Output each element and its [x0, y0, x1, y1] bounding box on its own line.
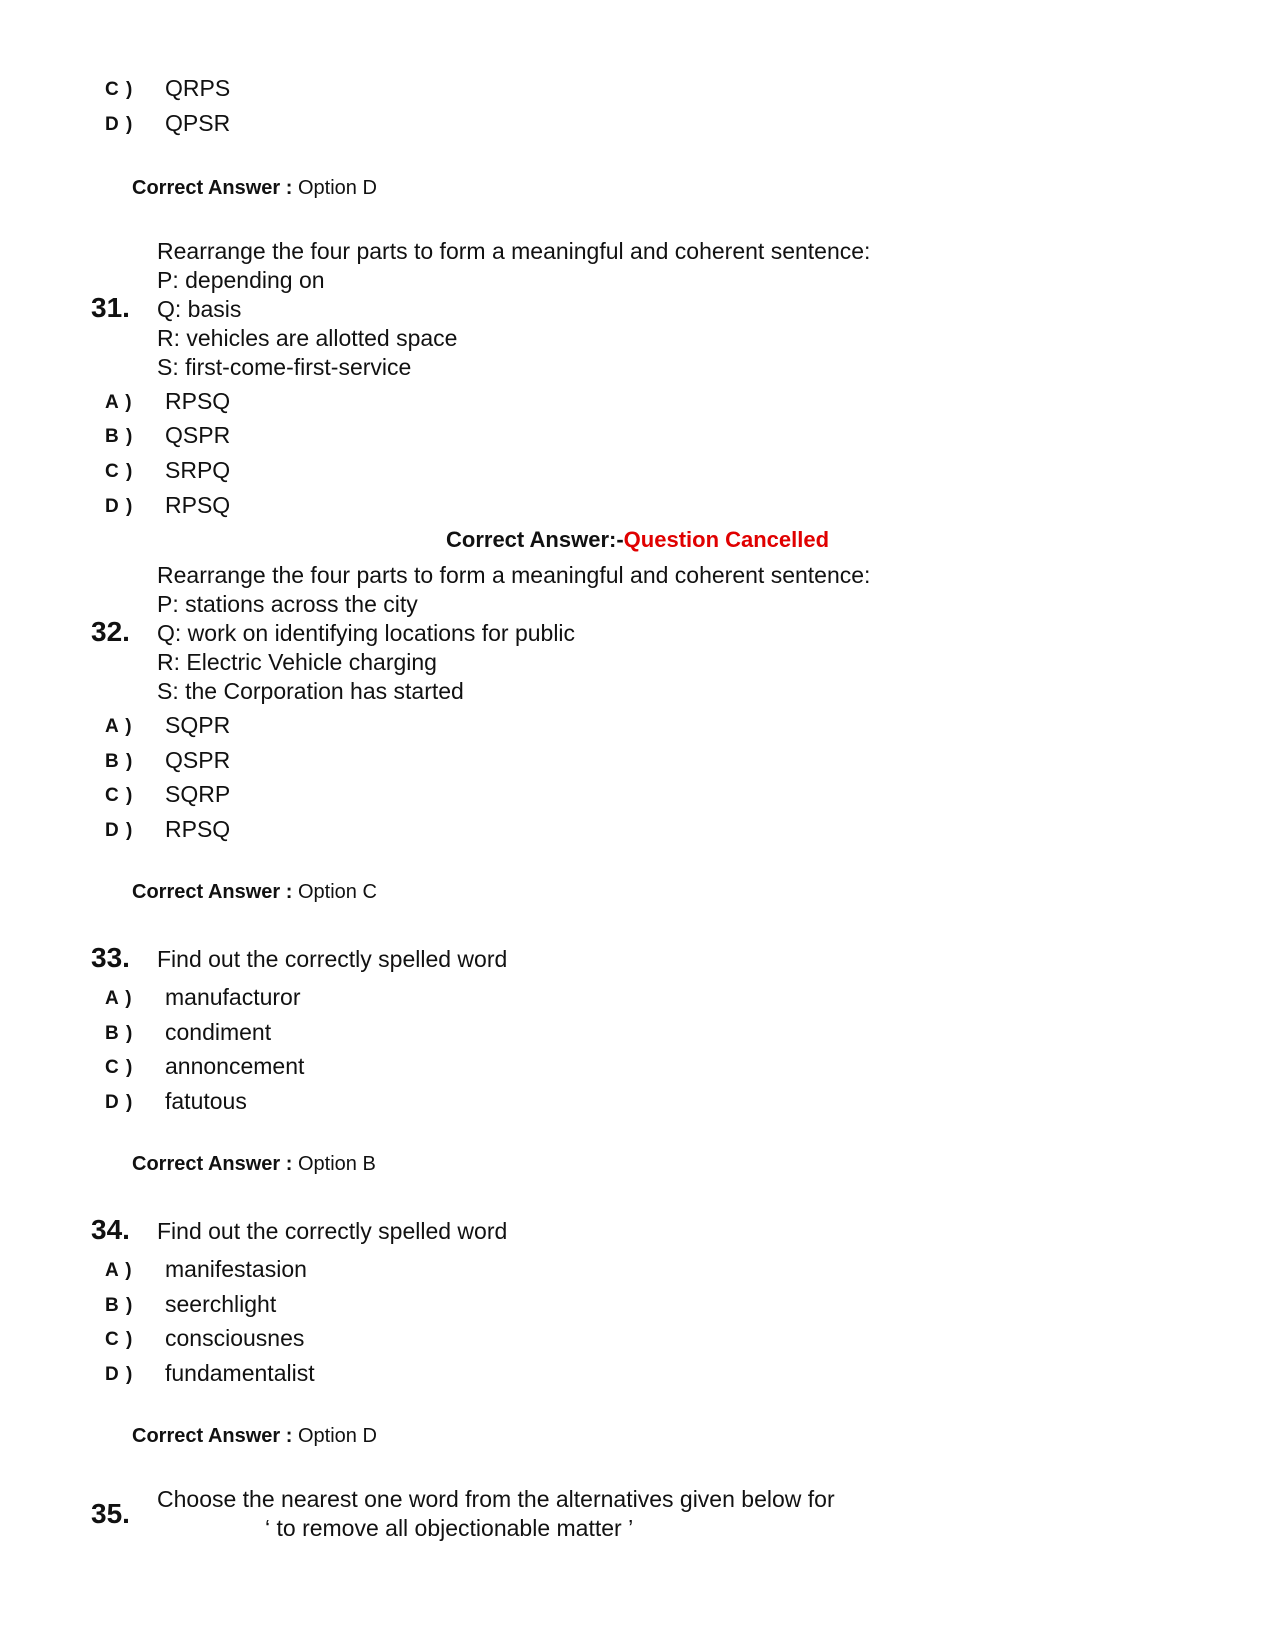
question-line: Q: basis [157, 296, 242, 322]
option-text-b: condiment [165, 1019, 272, 1045]
question-quoted-phrase: ‘ to remove all objectionable matter ’ [265, 1515, 634, 1541]
option-letter-b: B ) [105, 751, 134, 772]
option-text-a: manufacturor [165, 984, 301, 1010]
correct-answer-line [132, 881, 377, 904]
option-text-d: QPSR [165, 110, 231, 136]
correct-answer-label: Correct Answer : [132, 1425, 293, 1447]
question-stem: Choose the nearest one word from the alternatives given below for [157, 1486, 835, 1512]
question-line: P: depending on [157, 267, 325, 293]
correct-answer-value: Option D [297, 177, 377, 199]
option-letter-b: B ) [105, 1295, 134, 1316]
option-text-b: QSPR [165, 422, 231, 448]
option-letter-c: C ) [105, 1329, 134, 1350]
question-line: P: stations across the city [157, 591, 418, 617]
option-text-d: fundamentalist [165, 1360, 315, 1386]
question-stem [157, 237, 870, 382]
question-stem [157, 561, 870, 706]
option-text-c: consciousnes [165, 1325, 305, 1351]
correct-answer-label: Correct Answer : [132, 881, 293, 903]
option-letter-a: A ) [105, 716, 133, 737]
option-letter-d: D ) [105, 496, 134, 517]
option-text-d: RPSQ [165, 492, 231, 518]
question-number: 34. [91, 1214, 130, 1245]
correct-answer-line [132, 1425, 377, 1448]
option-letter-d: D ) [105, 1364, 134, 1385]
option-letter-c: C ) [105, 79, 134, 100]
question-line: Rearrange the four parts to form a meaningful and coherent sentence: [157, 562, 871, 588]
question-cancelled-status: Question Cancelled [623, 527, 830, 552]
option-text-a: SQPR [165, 712, 231, 738]
correct-answer-value: Option B [297, 1153, 376, 1175]
question-line: R: Electric Vehicle charging [157, 649, 437, 675]
option-text-c: SQRP [165, 781, 231, 807]
question-line: Rearrange the four parts to form a meaningful and coherent sentence: [157, 238, 871, 264]
correct-answer-label: Correct Answer : [132, 177, 293, 199]
option-text-d: RPSQ [165, 816, 231, 842]
question-number: 35. [91, 1498, 130, 1529]
question-line: S: the Corporation has started [157, 678, 464, 704]
option-letter-b: B ) [105, 1023, 134, 1044]
option-letter-c: C ) [105, 461, 134, 482]
option-text-c: annoncement [165, 1053, 305, 1079]
question-stem: Find out the correctly spelled word [157, 1218, 508, 1244]
option-letter-c: C ) [105, 785, 134, 806]
question-line: R: vehicles are allotted space [157, 325, 458, 351]
option-text-c: QRPS [165, 75, 231, 101]
question-number: 31. [91, 292, 130, 323]
option-text-b: QSPR [165, 747, 231, 773]
question-number: 33. [91, 942, 130, 973]
option-letter-d: D ) [105, 114, 134, 135]
option-letter-d: D ) [105, 1092, 134, 1113]
option-letter-d: D ) [105, 820, 134, 841]
correct-answer-label: Correct Answer:- [446, 527, 624, 552]
correct-answer-line [132, 1153, 376, 1176]
option-text-a: RPSQ [165, 388, 231, 414]
option-letter-a: A ) [105, 392, 133, 413]
option-letter-a: A ) [105, 988, 133, 1009]
question-number: 32. [91, 616, 130, 647]
correct-answer-value: Option C [297, 881, 377, 903]
option-letter-c: C ) [105, 1057, 134, 1078]
correct-answer-line [132, 177, 377, 200]
correct-answer-label: Correct Answer : [132, 1153, 293, 1175]
option-letter-a: A ) [105, 1260, 133, 1281]
question-line: Q: work on identifying locations for public [157, 620, 576, 646]
correct-answer-line [446, 527, 829, 553]
option-text-b: seerchlight [165, 1291, 277, 1317]
question-stem: Find out the correctly spelled word [157, 946, 508, 972]
option-text-d: fatutous [165, 1088, 247, 1114]
correct-answer-value: Option D [297, 1425, 377, 1447]
option-text-a: manifestasion [165, 1256, 307, 1282]
question-line: S: first-come-first-service [157, 354, 412, 380]
option-letter-b: B ) [105, 426, 134, 447]
option-text-c: SRPQ [165, 457, 231, 483]
